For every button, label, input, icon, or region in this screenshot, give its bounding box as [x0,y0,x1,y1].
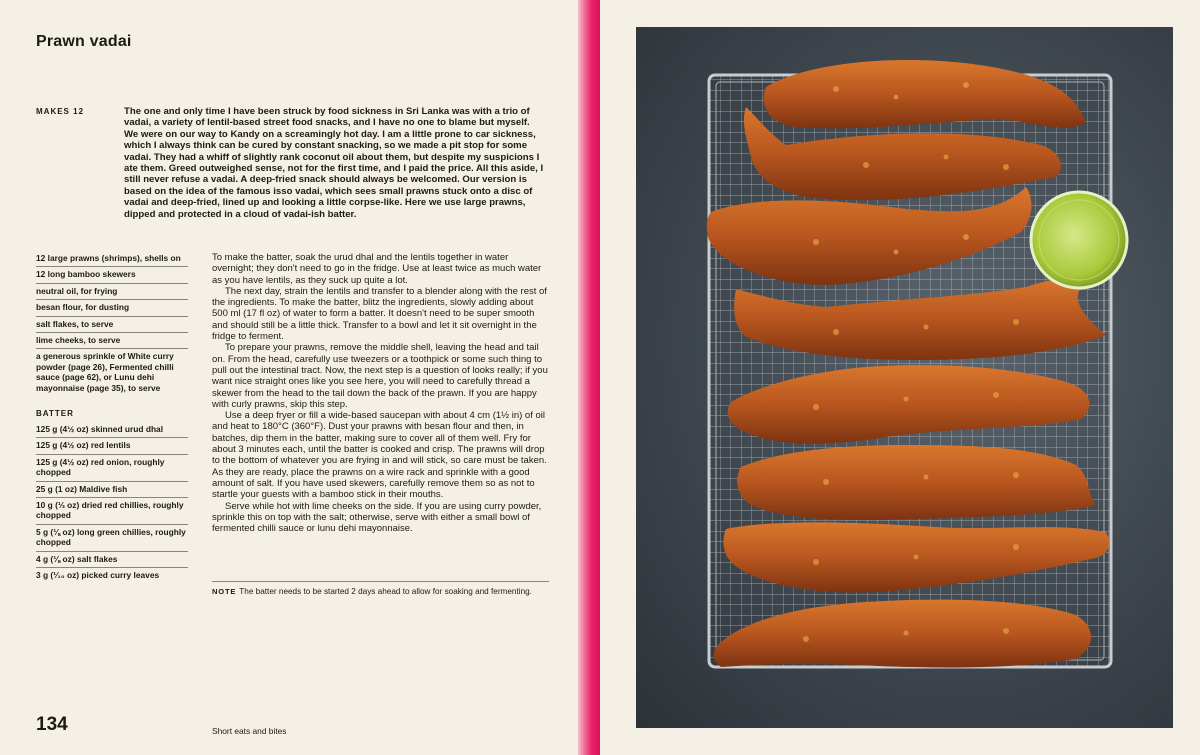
page-number: 134 [36,714,68,735]
method-step: Serve while hot with lime cheeks on the side. If you are using curry powder, sprinkle this on top with the salt; otherwise, serve with either a small bowl of fermented chilli sauce or lunu dehi mayonnaise. [212,500,542,535]
method-step: Use a deep fryer or fill a wide-based saucepan with about 4 cm (1½ in) of oil and heat to 180°C (360°F). Dust your prawns with besan flour and then, in batches, dip them in the batter, making sure to cover all of them well. Fry for about 3 minutes each, until the batter is cooked and crisp. The prawns will drop to the bottom of whatever you are frying in and will stick, so care must be taken. As they are ready, place the prawns on a wire rack and sprinkle with a good amount of salt. If you have used skewers, carefully remove them so as not to startle your guests with a bamboo stick in their mouths. [212,410,547,501]
ingredient-item: besan flour, for dusting [36,300,188,316]
left-page [0,0,578,755]
note-divider [212,581,549,582]
makes-label: MAKES 12 [36,107,85,116]
section-name: Short eats and bites [212,726,287,736]
batter-item: 5 g (⅛ oz) long green chillies, roughly chopped [36,525,188,552]
prawn-photo [636,27,1173,728]
batter-list [36,422,188,583]
ingredient-item: 12 long bamboo skewers [36,267,188,283]
book-gutter [578,0,600,755]
batter-item: 25 g (1 oz) Maldive fish [36,482,188,498]
ingredient-item: salt flakes, to serve [36,317,188,333]
intro-text: The one and only time I have been struck by food sickness in Sri Lanka was with a trio of vadai, a variety of lentil-based street food snacks, and I have no one to blame but myself. We were on our way to Kandy on a screamingly hot day. I am a little prone to car sickness, which I always think can be cured by constant snacking, so we made a pit stop for some vadai. They had a whiff of slightly rank coconut oil about them, but despite my suspicions I ate them. Greed outweighed sense, not for the first time, and I paid the price. All this aside, I still never refuse a vadai. A deep-fried snack should always be welcomed. Our version is based on the idea of the famous isso vadai, which sees small prawns stuck onto a disc of vadai and deep-fried, lined up and looking a little corpse-like. Here we use large prawns, dipped and protected in a cloud of vadai-ish batter. [124,106,544,220]
batter-item: 4 g (⅛ oz) salt flakes [36,552,188,568]
ingredient-item: lime cheeks, to serve [36,333,188,349]
method-step: To make the batter, soak the urud dhal and the lentils together in water overnight; they don't need to go in the fridge. Use at least twice as much water as you have lentils, as they suck up quite a lot. [212,252,542,286]
batter-item: 10 g (⅓ oz) dried red chillies, roughly chopped [36,498,188,525]
note-text: The batter needs to be started 2 days ahead to allow for soaking and fermenting. [239,587,532,596]
method-step: To prepare your prawns, remove the middle shell, leaving the head and tail on. From the head, carefully use tweezers or a toothpick or some such thing to pull out the intestinal tract. Now, the next step is a question of looks really; if you want nice straight ones like you see here, you will need to carefully thread a skewer from the head to the tail down the back of the prawn. If you are happy with curly prawns, skip this step. [212,342,548,410]
ingredient-item: neutral oil, for frying [36,284,188,300]
ingredient-item: a generous sprinkle of White curry powder (page 26), Fermented chilli sauce (page 62), or Lunu dehi mayonnaise (page 35), to serve [36,351,174,393]
method-text [212,252,548,534]
batter-item: 125 g (4½ oz) red lentils [36,438,188,454]
ingredient-item: 12 large prawns (shrimps), shells on [36,251,188,267]
batter-item: 125 g (4½ oz) red onion, roughly chopped [36,455,188,482]
batter-heading: BATTER [36,409,74,418]
recipe-title: Prawn vadai [36,33,132,50]
lime-wedge [1031,192,1127,288]
prawn-illustration [636,27,1173,728]
recipe-note [212,587,532,598]
batter-item: 3 g (¹⁄₁₀ oz) picked curry leaves [36,570,160,581]
prawn-1 [764,60,1086,128]
method-step: The next day, strain the lentils and transfer to a blender along with the rest of the ingredients. To make the batter, blitz the ingredients, slowly adding about 500 ml (17 fl oz) of water to form a batter. It doesn't need to be super smooth and should still be a little thick. Transfer to a bowl and let it sit overnight in the fridge to ferment. [212,285,547,343]
ingredients-list [36,251,188,396]
batter-item: 125 g (4½ oz) skinned urud dhal [36,422,188,438]
note-label: NOTE [212,587,237,596]
prawn-6 [737,445,1096,520]
